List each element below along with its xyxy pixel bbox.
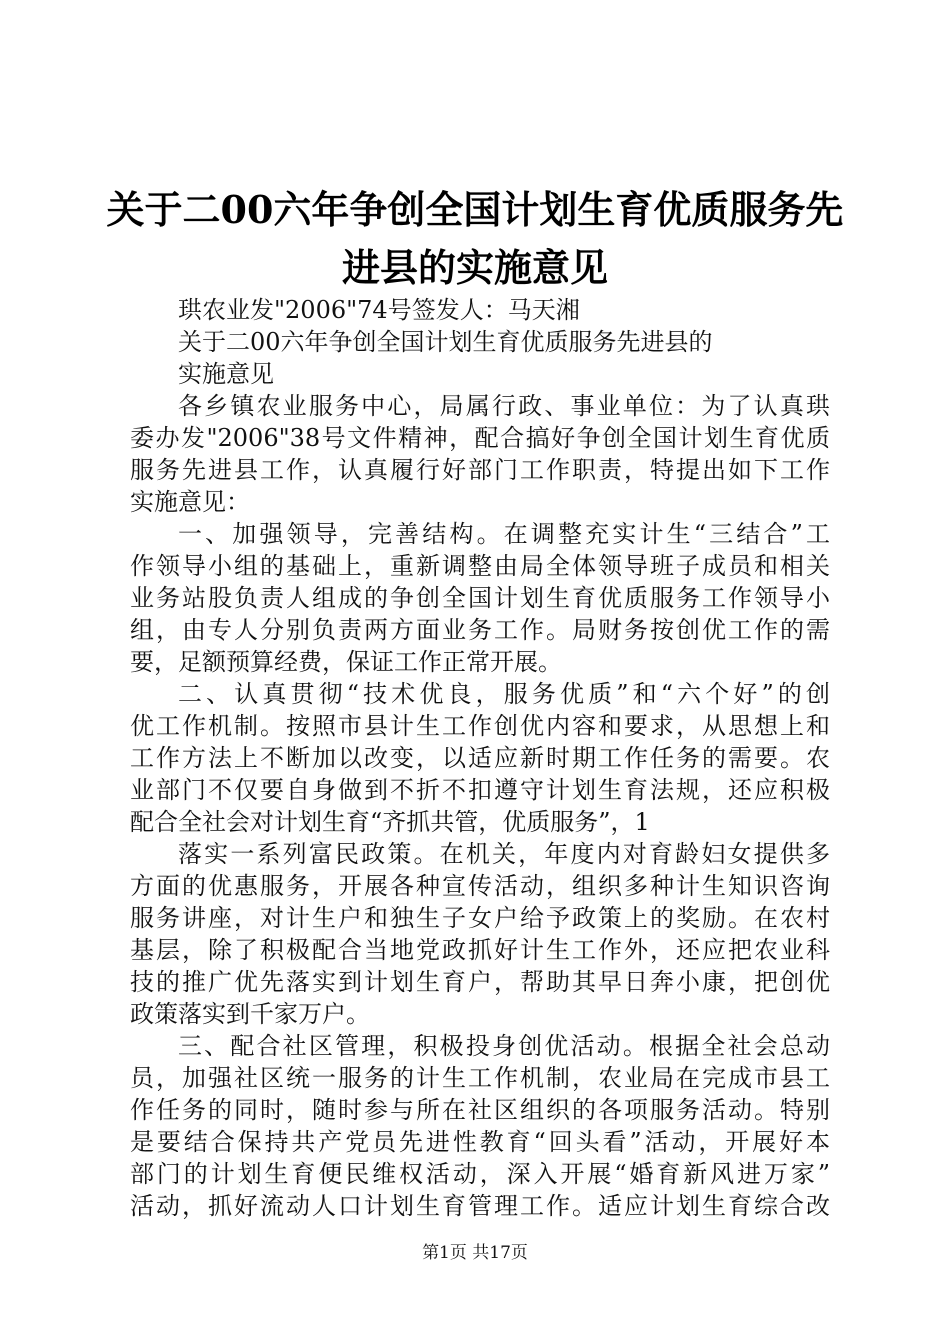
body-text-line: 业部门不仅要自身做到不折不扣遵守计划生育法规，还应积极 bbox=[130, 776, 830, 804]
body-text-line: 一、加强领导，完善结构。在调整充实计生“三结合”工 bbox=[178, 520, 830, 548]
body-text-line: 珙农业发"2006"74号签发人：马天湘 bbox=[178, 296, 580, 324]
body-text-line: 部门的计划生育便民维权活动，深入开展“婚育新风进万家” bbox=[130, 1160, 830, 1188]
body-text-line: 各乡镇农业服务中心，局属行政、事业单位：为了认真珙 bbox=[178, 392, 830, 420]
document-title-line-2: 进县的实施意见 bbox=[341, 245, 608, 290]
body-text-line: 活动，抓好流动人口计划生育管理工作。适应计划生育综合改 bbox=[130, 1192, 830, 1220]
document-title-line-1: 关于二00六年争创全国计划生育优质服务先 bbox=[106, 187, 844, 232]
body-text-line: 三、配合社区管理，积极投身创优活动。根据全社会总动 bbox=[178, 1032, 830, 1060]
body-text-line: 组，由专人分别负责两方面业务工作。局财务按创优工作的需 bbox=[130, 616, 830, 644]
body-text-line: 是要结合保持共产党员先进性教育“回头看”活动，开展好本 bbox=[130, 1128, 830, 1156]
body-text-line: 技的推广优先落实到计划生育户，帮助其早日奔小康，把创优 bbox=[130, 968, 830, 996]
document-body bbox=[130, 294, 830, 1222]
body-text-line: 优工作机制。按照市县计生工作创优内容和要求，从思想上和 bbox=[130, 712, 830, 740]
body-text-line: 配合全社会对计划生育“齐抓共管，优质服务”，1 bbox=[130, 808, 650, 836]
body-text-line: 员，加强社区统一服务的计生工作机制，农业局在完成市县工 bbox=[130, 1064, 830, 1092]
body-text-line: 作任务的同时，随时参与所在社区组织的各项服务活动。特别 bbox=[130, 1096, 830, 1124]
body-text-line: 方面的优惠服务，开展各种宣传活动，组织多种计生知识咨询 bbox=[130, 872, 830, 900]
body-text-line: 实施意见： bbox=[130, 488, 250, 516]
body-text-line: 落实一系列富民政策。在机关，年度内对育龄妇女提供多 bbox=[178, 840, 830, 868]
body-text-line: 委办发"2006"38号文件精神，配合搞好争创全国计划生育优质 bbox=[130, 424, 830, 452]
body-text-line: 实施意见 bbox=[178, 360, 274, 388]
body-text-line: 服务先进县工作，认真履行好部门工作职责，特提出如下工作 bbox=[130, 456, 830, 484]
body-text-line: 工作方法上不断加以改变，以适应新时期工作任务的需要。农 bbox=[130, 744, 830, 772]
page-number-footer: 第1页 共17页 bbox=[422, 1243, 528, 1263]
body-text-line: 二、认真贯彻“技术优良，服务优质”和“六个好”的创 bbox=[178, 680, 830, 708]
body-text-line: 业务站股负责人组成的争创全国计划生育优质服务工作领导小 bbox=[130, 584, 830, 612]
body-text-line: 要，足额预算经费，保证工作正常开展。 bbox=[130, 648, 562, 676]
body-text-line: 政策落实到千家万户。 bbox=[130, 1000, 370, 1028]
body-text-line: 服务讲座，对计生户和独生子女户给予政策上的奖励。在农村 bbox=[130, 904, 830, 932]
body-text-line: 基层，除了积极配合当地党政抓好计生工作外，还应把农业科 bbox=[130, 936, 830, 964]
body-text-line: 作领导小组的基础上，重新调整由局全体领导班子成员和相关 bbox=[130, 552, 830, 580]
body-text-line: 关于二00六年争创全国计划生育优质服务先进县的 bbox=[178, 328, 713, 356]
